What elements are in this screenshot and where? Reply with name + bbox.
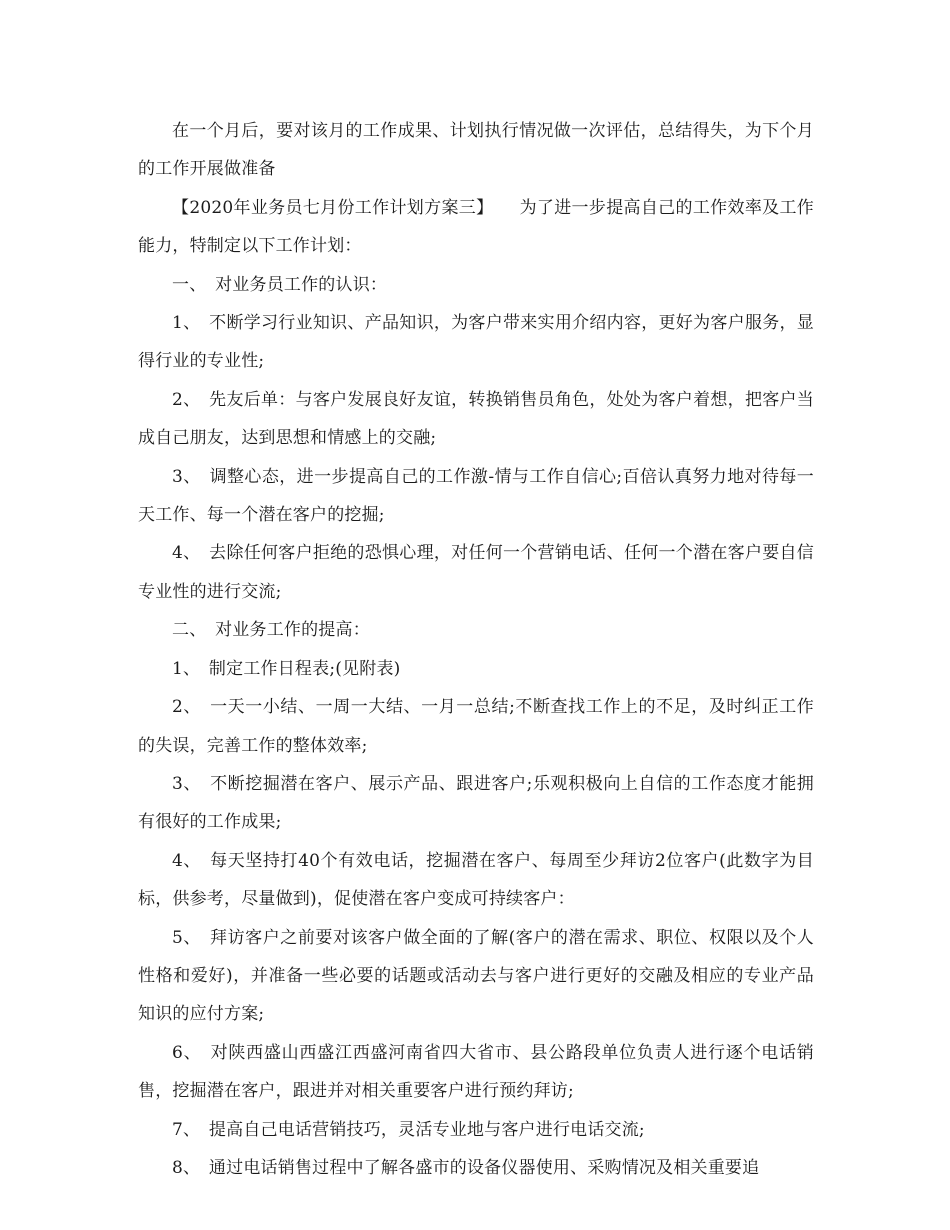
list-item: 4、 每天坚持打40个有效电话，挖掘潜在客户、每周至少拜访2位客户(此数字为目标，供参考，尽量做到)，促使潜在客户变成可持续客户： [138,850,814,910]
document-body [138,112,814,1187]
section-heading-understanding: 一、 对业务员工作的认识： [172,274,388,295]
list-item: 1、 不断学习行业知识、产品知识，为客户带来实用介绍内容，更好为客户服务，显得行业的专业性; [138,313,814,372]
paragraph-evaluation: 在一个月后，要对该月的工作成果、计划执行情况做一次评估，总结得失，为下个月的工作开展做准备 [138,121,814,180]
section-heading-improvement: 二、 对业务工作的提高： [172,620,370,641]
list-item: 2、 先友后单：与客户发展良好友谊，转换销售员角色，处处为客户着想，把客户当成自己朋友，达到思想和情感上的交融; [138,389,814,449]
list-item: 6、 对陕西盛山西盛江西盛河南省四大省市、县公路段单位负责人进行逐个电话销售，挖掘潜在客户，跟进并对相关重要客户进行预约拜访; [138,1042,814,1102]
list-item: 4、 去除任何客户拒绝的恐惧心理，对任何一个营销电话、任何一个潜在客户要自信专业性的进行交流; [138,543,814,602]
list-item: 1、 制定工作日程表;(见附表) [172,658,401,679]
list-item: 3、 调整心态，进一步提高自己的工作激-情与工作自信心;百倍认真努力地对待每一天工作、每一个潜在客户的挖掘; [138,466,814,526]
paragraph-plan-three-intro: 【2020年业务员七月份工作计划方案三】 为了进一步提高自己的工作效率及工作能力，特制定以下工作计划： [138,197,814,257]
list-item: 2、 一天一小结、一周一大结、一月一总结;不断查找工作上的不足，及时纠正工作的失误，完善工作的整体效率; [138,697,814,756]
list-item: 8、 通过电话销售过程中了解各盛市的设备仪器使用、采购情况及相关重要追 [172,1157,760,1178]
list-item: 3、 不断挖掘潜在客户、展示产品、跟进客户;乐观积极向上自信的工作态度才能拥有很好的工作成果; [138,773,814,833]
list-item: 5、 拜访客户之前要对该客户做全面的了解(客户的潜在需求、职位、权限以及个人性格和爱好)，并准备一些必要的话题或活动去与客户进行更好的交融及相应的专业产品知识的应付方案; [138,927,814,1025]
list-item: 7、 提高自己电话营销技巧，灵活专业地与客户进行电话交流; [172,1119,645,1140]
